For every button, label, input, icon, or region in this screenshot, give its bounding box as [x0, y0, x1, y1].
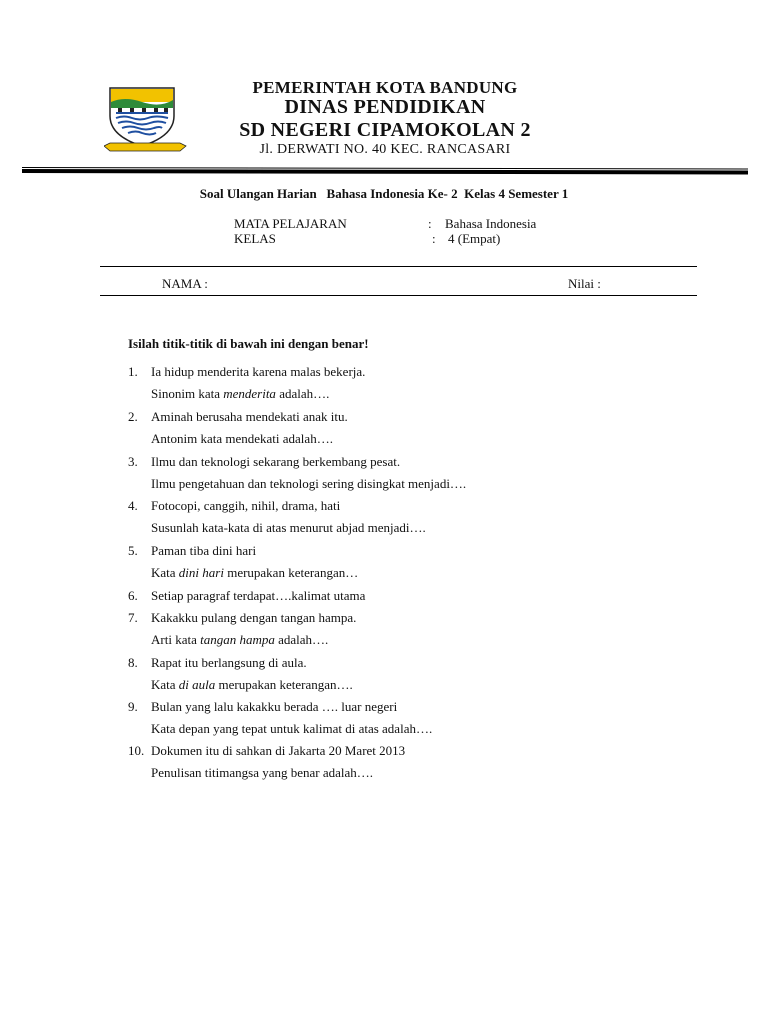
question-prompt: [151, 386, 329, 402]
question-prompt-emphasis: tangan hampa: [200, 632, 275, 647]
question-prompt-text: Kata: [151, 677, 179, 692]
question-prompt-emphasis: di aula: [178, 677, 216, 692]
question-number: 10.: [128, 743, 145, 758]
question-prompt: [151, 677, 353, 693]
question-prompt-text: Arti kata: [151, 632, 201, 647]
question-number: 5.: [128, 543, 138, 558]
question-prompt-emphasis: dini hari: [178, 565, 224, 580]
question-prompt-text: Kata: [151, 565, 179, 580]
question-statement: Dokumen itu di sahkan di Jakarta 20 Maret 2013: [151, 743, 406, 758]
question-prompt-text: Ilmu pengetahuan dan teknologi sering disingkat menjadi….: [151, 476, 467, 491]
question-statement: Aminah berusaha mendekati anak itu.: [151, 409, 348, 424]
exam-title: Soal Ulangan Harian Bahasa Indonesia Ke- 2 Kelas 4 Semester 1: [199, 186, 569, 201]
question-number: 6.: [128, 588, 138, 603]
question-prompt-tail: merupakan keterangan…: [223, 565, 359, 580]
header-government: PEMERINTAH KOTA BANDUNG: [252, 78, 518, 97]
question-prompt-tail: adalah….: [275, 386, 330, 401]
question-prompt: [151, 765, 373, 781]
question-prompt: [151, 565, 358, 581]
class-label: KELAS: [234, 231, 276, 246]
instruction: Isilah titik-titik di bawah ini dengan benar!: [128, 336, 369, 351]
question-prompt-text: Kata depan yang tepat untuk kalimat di atas adalah….: [151, 721, 433, 736]
header-divider-thick: [22, 169, 748, 175]
subject-separator: :: [428, 216, 432, 231]
question-statement: Bulan yang lalu kakakku berada …. luar negeri: [151, 699, 398, 714]
question-statement: Rapat itu berlangsung di aula.: [151, 655, 307, 670]
header-department: DINAS PENDIDIKAN: [284, 96, 486, 118]
question-prompt-text: Penulisan titimangsa yang benar adalah….: [151, 765, 374, 780]
score-label: Nilai :: [568, 276, 601, 291]
question-statement: Paman tiba dini hari: [151, 543, 257, 558]
question-number: 3.: [128, 454, 138, 469]
question-prompt-tail: merupakan keterangan….: [215, 677, 353, 692]
question-number: 9.: [128, 699, 138, 714]
header-address: Jl. DERWATI NO. 40 KEC. RANCASARI: [259, 142, 511, 157]
subject-value: Bahasa Indonesia: [445, 216, 537, 231]
question-number: 4.: [128, 498, 138, 513]
question-prompt: [151, 632, 328, 648]
name-box-top-line: [100, 266, 697, 267]
question-number: 8.: [128, 655, 138, 670]
subject-label: MATA PELAJARAN: [234, 216, 347, 231]
question-statement: Kakakku pulang dengan tangan hampa.: [151, 610, 357, 625]
question-prompt-text: Susunlah kata-kata di atas menurut abjad menjadi….: [151, 520, 426, 535]
question-statement: Setiap paragraf terdapat….kalimat utama: [151, 588, 366, 603]
question-number: 1.: [128, 364, 138, 379]
question-prompt: [151, 520, 426, 536]
question-prompt: [151, 476, 466, 492]
question-prompt: [151, 431, 333, 447]
question-prompt-tail: adalah….: [274, 632, 329, 647]
header-school-name: SD NEGERI CIPAMOKOLAN 2: [239, 119, 531, 141]
question-number: 2.: [128, 409, 138, 424]
question-prompt-emphasis: menderita: [223, 386, 276, 401]
question-prompt: [151, 721, 432, 737]
name-box-bottom-line: [100, 295, 697, 296]
class-value: 4 (Empat): [448, 231, 501, 246]
question-prompt-text: Antonim kata mendekati adalah….: [151, 431, 333, 446]
question-prompt-text: Sinonim kata: [151, 386, 224, 401]
question-statement: Ilmu dan teknologi sekarang berkembang pesat.: [151, 454, 401, 469]
question-statement: Fotocopi, canggih, nihil, drama, hati: [151, 498, 341, 513]
question-statement: Ia hidup menderita karena malas bekerja.: [151, 364, 366, 379]
question-number: 7.: [128, 610, 138, 625]
class-separator: :: [432, 231, 436, 246]
name-label: NAMA :: [162, 276, 208, 291]
